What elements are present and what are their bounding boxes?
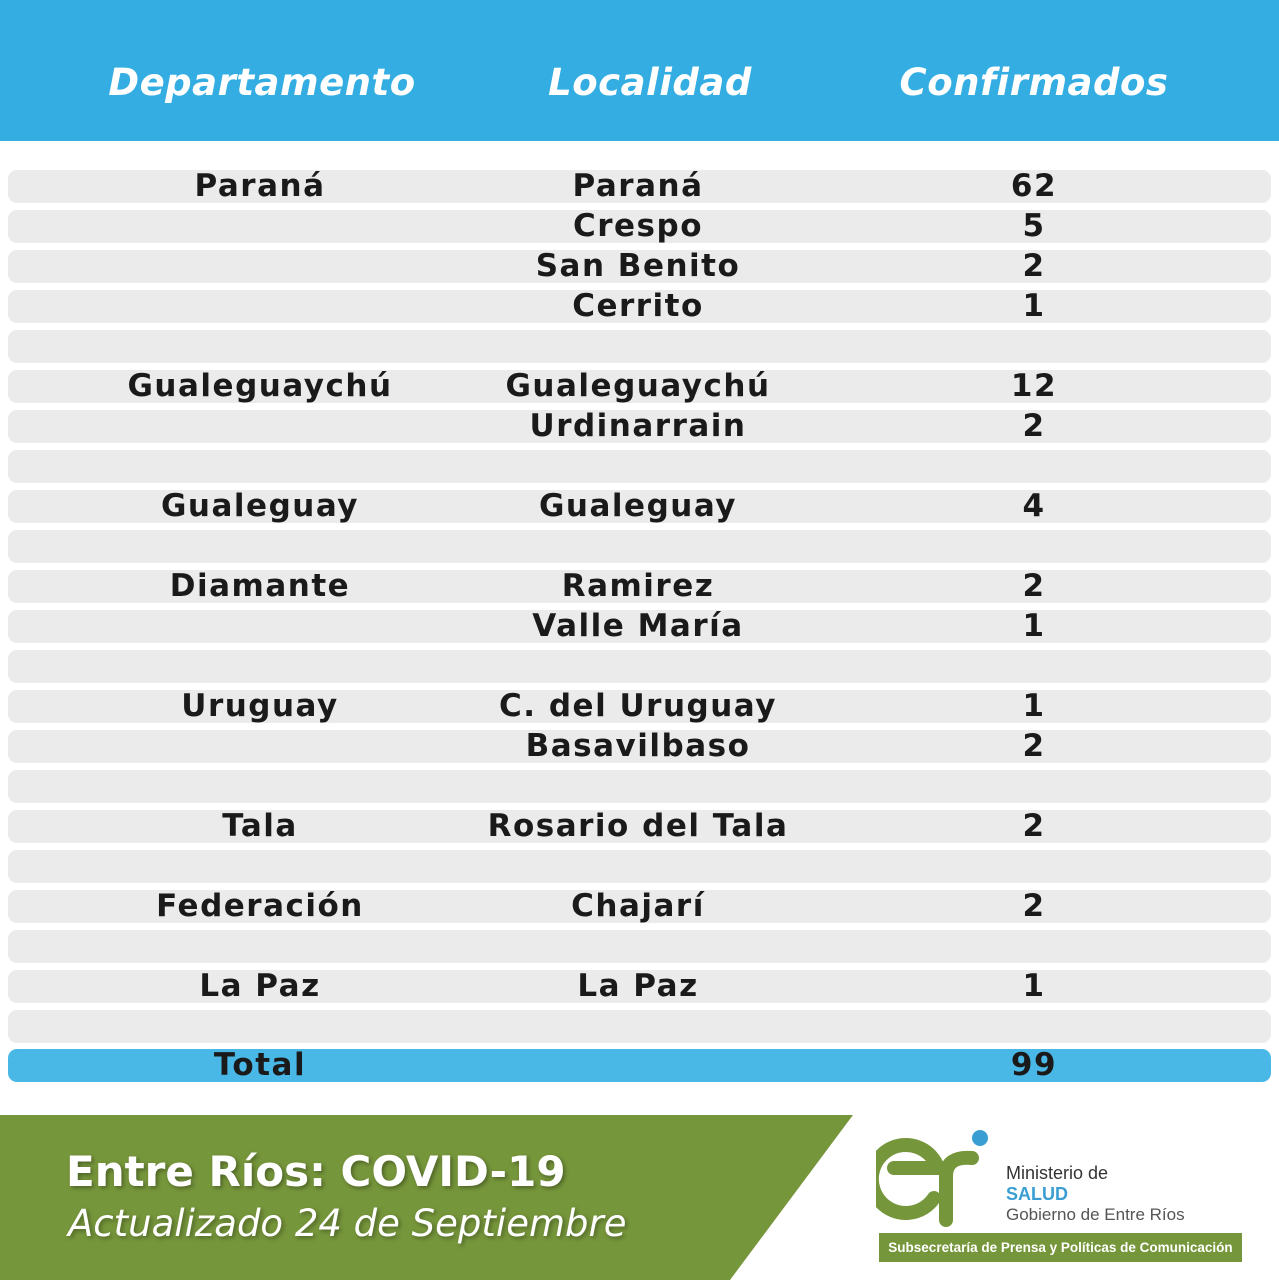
cell-confirmados: 2 bbox=[1022, 888, 1046, 924]
table-row bbox=[8, 890, 1271, 923]
cell-confirmados bbox=[934, 446, 1134, 486]
cell-departamento bbox=[60, 646, 460, 686]
cell-confirmados: 2 bbox=[1022, 568, 1046, 604]
cell-confirmados: 62 bbox=[1010, 168, 1058, 204]
cell-localidad bbox=[438, 646, 838, 686]
cell-confirmados: 1 bbox=[1022, 288, 1046, 324]
cell-departamento bbox=[60, 526, 460, 566]
cell-departamento bbox=[60, 286, 460, 326]
table-row bbox=[8, 690, 1271, 723]
cell-departamento bbox=[60, 246, 460, 286]
cell-confirmados: 12 bbox=[1010, 368, 1058, 404]
table-row bbox=[8, 850, 1271, 883]
cell-localidad: Basavilbaso bbox=[525, 728, 751, 764]
cell-localidad: Gualeguay bbox=[538, 488, 738, 524]
cell-departamento: Gualeguay bbox=[160, 488, 360, 524]
cell-departamento: La Paz bbox=[199, 968, 321, 1004]
cell-localidad bbox=[438, 766, 838, 806]
cell-localidad: La Paz bbox=[577, 968, 699, 1004]
table-row bbox=[8, 370, 1271, 403]
cell-localidad: Ramirez bbox=[561, 568, 715, 604]
table-row bbox=[8, 730, 1271, 763]
cell-localidad bbox=[438, 846, 838, 886]
footer-title: Entre Ríos: COVID-19 bbox=[66, 1147, 566, 1196]
cell-departamento: Gualeguaychú bbox=[127, 368, 393, 404]
cell-confirmados: 4 bbox=[1022, 488, 1046, 524]
cell-departamento bbox=[60, 766, 460, 806]
table-row bbox=[8, 170, 1271, 203]
cell-localidad: Urdinarrain bbox=[529, 408, 747, 444]
cell-confirmados bbox=[934, 646, 1134, 686]
table-row bbox=[8, 290, 1271, 323]
table-row bbox=[8, 770, 1271, 803]
cell-confirmados bbox=[934, 526, 1134, 566]
total-label: Total bbox=[213, 1047, 307, 1083]
cell-confirmados: 5 bbox=[1022, 208, 1046, 244]
header-departamento: Departamento bbox=[108, 61, 416, 104]
cell-confirmados: 2 bbox=[1022, 728, 1046, 764]
ministry-line1: Ministerio de bbox=[1006, 1163, 1109, 1183]
cell-localidad: Crespo bbox=[572, 208, 703, 244]
cell-localidad: Gualeguaychú bbox=[505, 368, 771, 404]
table-row bbox=[8, 210, 1271, 243]
cell-confirmados bbox=[934, 926, 1134, 966]
cell-confirmados bbox=[934, 326, 1134, 366]
ministry-line2: SALUD bbox=[1006, 1184, 1068, 1204]
table-row bbox=[8, 610, 1271, 643]
table-row bbox=[8, 450, 1271, 483]
cell-localidad: Paraná bbox=[572, 168, 704, 204]
table-row bbox=[8, 250, 1271, 283]
cell-departamento: Paraná bbox=[194, 168, 326, 204]
footer-subtitle: Actualizado 24 de Septiembre bbox=[68, 1202, 627, 1245]
total-row bbox=[8, 1049, 1271, 1082]
table-row bbox=[8, 930, 1271, 963]
cell-localidad bbox=[438, 1006, 838, 1046]
cell-confirmados bbox=[934, 766, 1134, 806]
cell-confirmados: 2 bbox=[1022, 808, 1046, 844]
cell-departamento bbox=[60, 1006, 460, 1046]
header-localidad: Localidad bbox=[548, 61, 752, 104]
cell-localidad bbox=[438, 926, 838, 966]
cell-confirmados: 2 bbox=[1022, 408, 1046, 444]
cell-confirmados: 1 bbox=[1022, 608, 1046, 644]
cell-localidad: Cerrito bbox=[572, 288, 704, 324]
cell-departamento bbox=[60, 406, 460, 446]
cell-departamento: Uruguay bbox=[181, 688, 339, 724]
cell-localidad: Valle María bbox=[532, 608, 744, 644]
table-row bbox=[8, 650, 1271, 683]
table-row bbox=[8, 490, 1271, 523]
header-confirmados: Confirmados bbox=[899, 61, 1169, 104]
table-row bbox=[8, 570, 1271, 603]
cell-localidad: Rosario del Tala bbox=[487, 808, 789, 844]
ministry-line3: Gobierno de Entre Ríos bbox=[1006, 1205, 1185, 1224]
cell-departamento bbox=[60, 726, 460, 766]
cell-localidad: San Benito bbox=[535, 248, 741, 284]
cell-confirmados bbox=[934, 846, 1134, 886]
cell-departamento bbox=[60, 606, 460, 646]
cell-departamento bbox=[60, 326, 460, 366]
cell-departamento: Tala bbox=[222, 808, 298, 844]
cell-confirmados: 1 bbox=[1022, 688, 1046, 724]
cell-departamento bbox=[60, 846, 460, 886]
table-row bbox=[8, 970, 1271, 1003]
cell-departamento: Federación bbox=[156, 888, 364, 924]
cell-confirmados bbox=[934, 1006, 1134, 1046]
cell-localidad: C. del Uruguay bbox=[499, 688, 777, 724]
cell-departamento bbox=[60, 206, 460, 246]
press-strip: Subsecretaría de Prensa y Políticas de Comunicación bbox=[879, 1233, 1242, 1262]
total-value: 99 bbox=[1010, 1047, 1058, 1083]
cell-departamento bbox=[60, 926, 460, 966]
cell-localidad bbox=[438, 446, 838, 486]
er-logo-icon bbox=[876, 1128, 1004, 1228]
cell-confirmados: 1 bbox=[1022, 968, 1046, 1004]
cell-localidad bbox=[438, 526, 838, 566]
cell-departamento: Diamante bbox=[169, 568, 351, 604]
cell-confirmados: 2 bbox=[1022, 248, 1046, 284]
cell-localidad: Chajarí bbox=[571, 888, 705, 924]
table-header bbox=[0, 0, 1279, 141]
cell-localidad bbox=[438, 326, 838, 366]
table-row bbox=[8, 530, 1271, 563]
table-row bbox=[8, 810, 1271, 843]
table-row bbox=[8, 330, 1271, 363]
table-row bbox=[8, 1010, 1271, 1043]
table-row bbox=[8, 410, 1271, 443]
cell-departamento bbox=[60, 446, 460, 486]
